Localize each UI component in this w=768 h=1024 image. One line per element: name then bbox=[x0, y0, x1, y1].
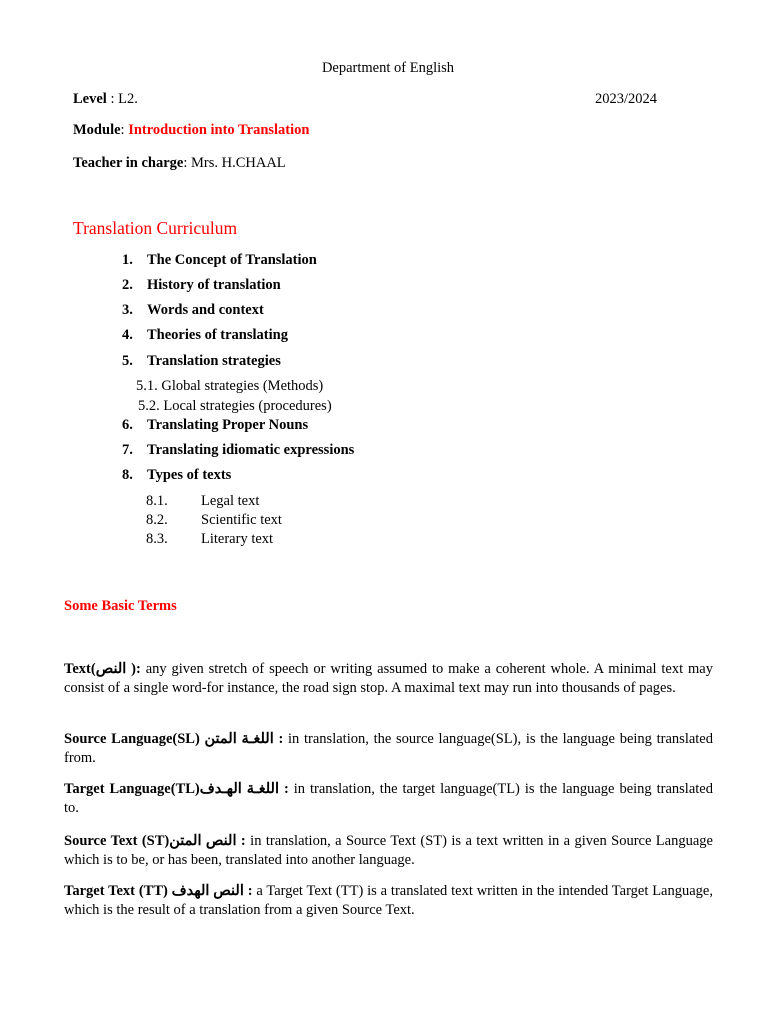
curriculum-subitem: 5.2. Local strategies (procedures) bbox=[138, 398, 332, 414]
term-arabic: النص المتن bbox=[169, 833, 237, 849]
term-heading: Target Text (TT) bbox=[64, 883, 172, 899]
term-heading: Source Text (ST) bbox=[64, 833, 170, 849]
term-heading: Target Language(TL) bbox=[64, 781, 200, 797]
teacher-label: Teacher in charge bbox=[73, 155, 184, 171]
curriculum-subitem: 5.1. Global strategies (Methods) bbox=[136, 378, 324, 394]
module-label: Module bbox=[73, 122, 121, 138]
term-body: in translation, the source language(SL), is the language being translated from. bbox=[64, 731, 713, 766]
curriculum-subitem: 8.2. Scientific text bbox=[146, 512, 282, 528]
term-definition: Text(النص ): any given stretch of speech or writing assumed to make a coherent whole. A minimal text may consist of a single word-for instance, the road sign stop. A maximal text may run into thousands of pages. bbox=[64, 661, 713, 696]
curriculum-subitem: 8.3. Literary text bbox=[146, 531, 274, 547]
term-arabic: اللغـة الهـدف bbox=[199, 781, 279, 797]
curriculum-title: Translation Curriculum bbox=[73, 218, 238, 238]
term-definition: Target Language(TL)اللغـة الهـدف : in translation, the target language(TL) is the language being translated to. bbox=[64, 781, 713, 816]
term-body: in translation, the target language(TL) is the language being translated to. bbox=[64, 781, 713, 816]
academic-year: 2023/2024 bbox=[595, 91, 658, 107]
term-definition: Source Text (ST)النص المتن : in translation, a Source Text (ST) is a text written in a given Source Language which is to be, or has been, translated into another language. bbox=[64, 833, 713, 868]
curriculum-item: 7. Translating idiomatic expressions bbox=[122, 442, 355, 458]
curriculum-item: 2. History of translation bbox=[122, 277, 281, 293]
level-label: Level bbox=[73, 91, 107, 107]
department-heading: Department of English bbox=[321, 60, 455, 76]
curriculum-subitem: 8.1. Legal text bbox=[146, 493, 260, 509]
term-definition: Source Language(SL) اللغـة المتن : in translation, the source language(SL), is the language being translated from. bbox=[64, 731, 713, 766]
term-body: in translation, a Source Text (ST) is a text written in a given Source Language which is to be, or has been, translated into another language. bbox=[64, 833, 713, 868]
teacher-line bbox=[73, 155, 286, 172]
curriculum-item: 3. Words and context bbox=[122, 302, 264, 318]
curriculum-item: 8. Types of texts bbox=[122, 467, 232, 483]
term-arabic: النص الهدف bbox=[171, 883, 244, 899]
term-arabic: النص bbox=[95, 661, 127, 677]
term-heading: Source Language(SL) bbox=[64, 731, 205, 747]
module-name: Introduction into Translation bbox=[128, 122, 310, 138]
level-line bbox=[73, 91, 138, 108]
module-separator: : bbox=[120, 122, 129, 138]
teacher-name: : Mrs. H.CHAAL bbox=[183, 155, 286, 171]
basic-terms-title: Some Basic Terms bbox=[64, 598, 177, 614]
term-body: a Target Text (TT) is a translated text written in the intended Target Language, which is the result of a translation from a given Source Text. bbox=[64, 883, 713, 918]
curriculum-item: 1. The Concept of Translation bbox=[122, 252, 317, 268]
module-line bbox=[73, 122, 309, 139]
term-definition: Target Text (TT) النص الهدف : a Target Text (TT) is a translated text written in the intended Target Language, which is the result of a translation from a given Source Text. bbox=[64, 883, 713, 918]
curriculum-item: 6. Translating Proper Nouns bbox=[122, 417, 309, 433]
term-arabic: اللغـة المتن bbox=[204, 731, 274, 747]
curriculum-item: 5. Translation strategies bbox=[122, 353, 281, 369]
term-body: any given stretch of speech or writing assumed to make a coherent whole. A minimal text may consist of a single word-for instance, the road sign stop. A maximal text may run into thousands of pages. bbox=[64, 661, 713, 696]
curriculum-item: 4. Theories of translating bbox=[122, 327, 288, 343]
level-value: : L2. bbox=[106, 91, 138, 107]
term-heading: Text( bbox=[64, 661, 96, 677]
